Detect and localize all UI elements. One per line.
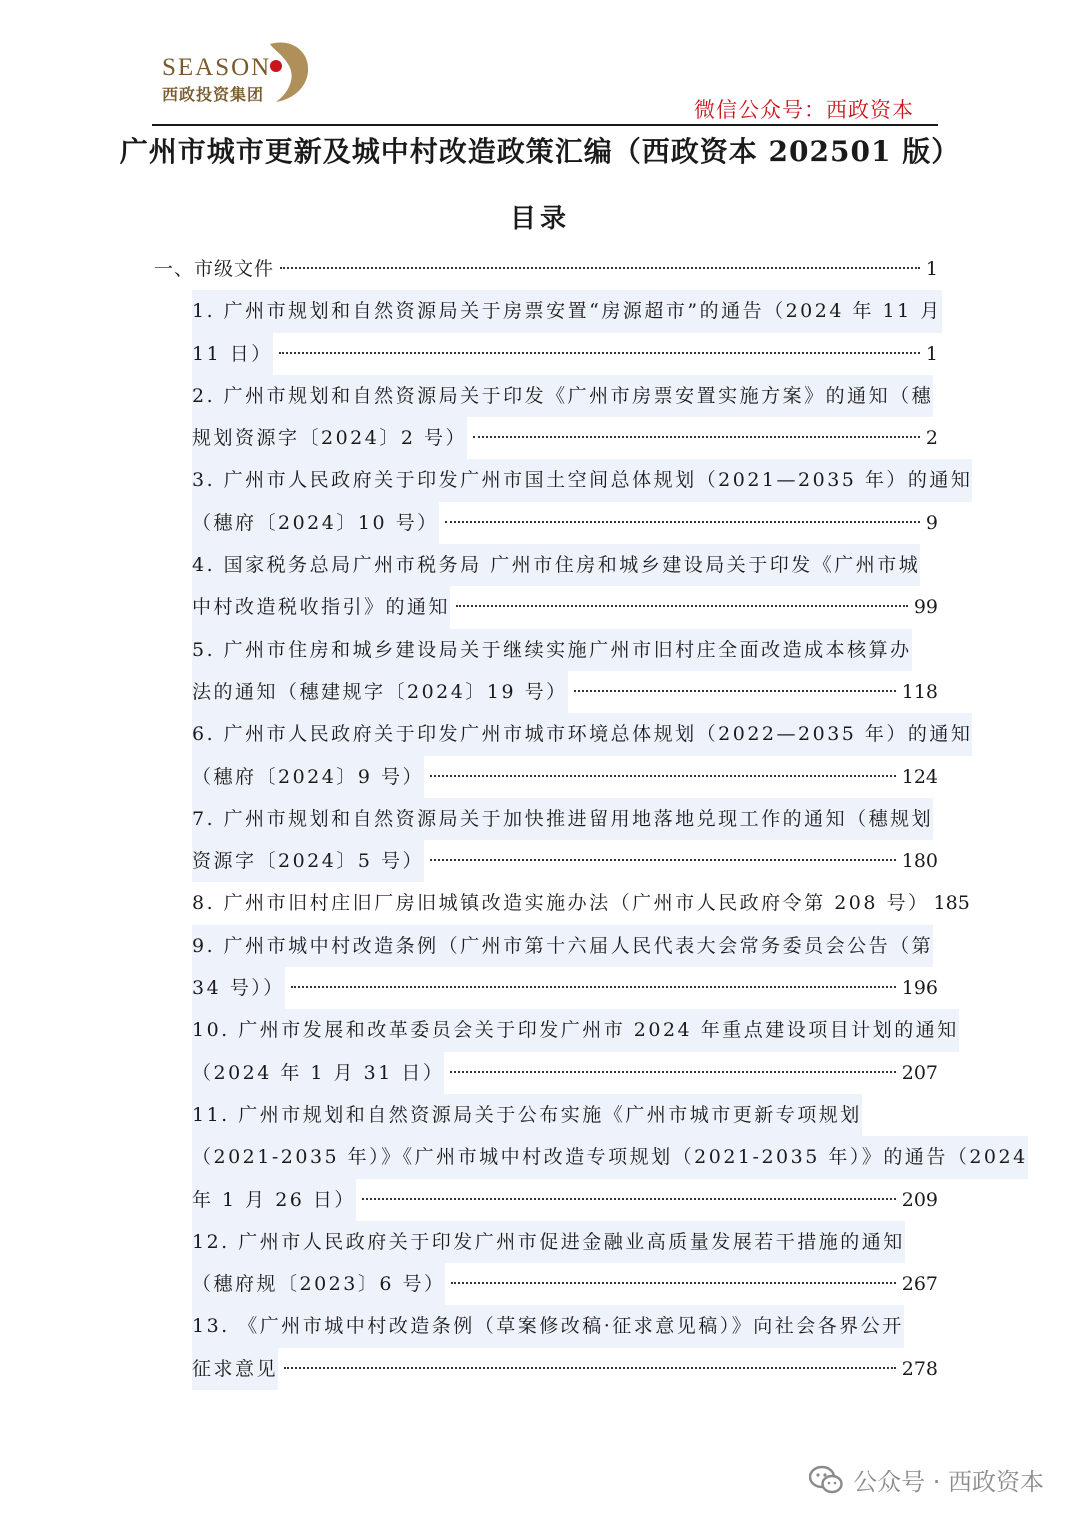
toc-leader-dots [473, 436, 920, 438]
toc-entry[interactable] [154, 798, 938, 840]
toc-leader-dots [430, 775, 896, 777]
toc-entry[interactable] [154, 586, 938, 628]
toc-entry-text: 中村改造税收指引》的通知 [192, 586, 450, 628]
toc-entry-text: 法的通知（穗建规字〔2024〕19 号） [192, 671, 568, 713]
toc-entry-text: 12. 广州市人民政府关于印发广州市促进金融业高质量发展若干措施的通知 [192, 1221, 905, 1263]
toc-leader-dots [280, 267, 920, 269]
toc-entry[interactable] [154, 375, 938, 417]
toc-entry[interactable] [154, 333, 938, 375]
toc-heading: 目录 [509, 204, 570, 234]
toc-entry[interactable] [154, 756, 938, 798]
toc-page-number: 209 [901, 1188, 938, 1211]
toc-page-number: 9 [925, 511, 938, 534]
toc-leader-dots [362, 1198, 896, 1200]
toc-page-number: 180 [901, 850, 938, 873]
toc-entry[interactable] [154, 502, 938, 544]
toc-leader-dots [279, 352, 920, 354]
toc-entry-text: 9. 广州市城中村改造条例（广州市第十六届人民代表大会常务委员会公告（第 [192, 925, 933, 967]
toc-entry-text: （2024 年 1 月 31 日） [192, 1052, 444, 1094]
toc-entry-text: 6. 广州市人民政府关于印发广州市城市环境总体规划（2022—2035 年）的通知 [192, 713, 972, 755]
toc-entry-text: （穗府〔2024〕10 号） [192, 502, 439, 544]
toc-entry[interactable] [154, 713, 973, 755]
toc-entry-text: 征求意见 [192, 1348, 278, 1390]
document-title: 广州市城市更新及城中村改造政策汇编（西政资本 202501 版） [119, 135, 961, 168]
toc-entry-text: 10. 广州市发展和改革委员会关于印发广州市 2024 年重点建设项目计划的通知 [192, 1009, 959, 1051]
toc-entry[interactable] [154, 925, 938, 967]
toc-page-number: 278 [901, 1357, 938, 1380]
toc-entry[interactable] [154, 967, 938, 1009]
toc-entry-text: （穗府〔2024〕9 号） [192, 756, 424, 798]
toc-entry[interactable] [154, 1305, 938, 1347]
toc-page-number: 185 [933, 892, 970, 915]
toc-entry-text: 年 1 月 26 日） [192, 1179, 356, 1221]
logo-english: SEASON [162, 54, 272, 81]
toc-entry[interactable] [154, 417, 938, 459]
toc-entry[interactable] [154, 671, 938, 713]
header-divider [152, 124, 938, 126]
toc-leader-dots [450, 1071, 895, 1073]
toc-leader-dots [291, 986, 896, 988]
toc-page-number: 1 [925, 258, 938, 280]
wechat-icon [809, 1465, 843, 1495]
toc-entry-text: 5. 广州市住房和城乡建设局关于继续实施广州市旧村庄全面改造成本核算办 [192, 629, 912, 671]
toc-leader-dots [430, 859, 896, 861]
toc-entry[interactable] [154, 248, 938, 290]
table-of-contents [154, 248, 1028, 1390]
toc-page-number: 1 [925, 342, 938, 365]
toc-entry[interactable] [154, 1052, 938, 1094]
toc-entry-text: 7. 广州市规划和自然资源局关于加快推进留用地落地兑现工作的通知（穗规划 [192, 798, 933, 840]
footer-watermark [809, 1462, 1044, 1497]
toc-entry-text: （穗府规〔2023〕6 号） [192, 1263, 445, 1305]
toc-entry[interactable] [154, 1009, 959, 1051]
toc-entry-text: 8. 广州市旧村庄旧厂房旧城镇改造实施办法（广州市人民政府令第 208 号） [192, 892, 930, 915]
toc-entry[interactable] [154, 1263, 938, 1305]
toc-entry[interactable] [154, 290, 942, 332]
toc-entry-text: （2021-2035 年）》《广州市城中村改造专项规划（2021-2035 年）》的通告（2024 [192, 1136, 1028, 1178]
toc-entry[interactable] [154, 1136, 1028, 1178]
toc-entry-text: 13. 《广州市城中村改造条例（草案修改稿·征求意见稿）》向社会各界公开 [192, 1305, 904, 1347]
toc-page-number: 118 [901, 680, 938, 703]
toc-entry[interactable] [154, 629, 938, 671]
toc-entry[interactable] [154, 459, 973, 501]
toc-page-number: 196 [901, 977, 938, 1000]
toc-entry-text: 11 日） [192, 333, 273, 375]
footer-watermark-text: 公众号 · 西政资本 [853, 1468, 1044, 1496]
toc-page-number: 99 [913, 596, 938, 619]
toc-entry[interactable] [154, 840, 938, 882]
toc-entry[interactable] [154, 882, 970, 924]
toc-leader-dots [456, 605, 908, 607]
toc-entry[interactable] [154, 1179, 938, 1221]
toc-leader-dots [284, 1367, 896, 1369]
toc-entry[interactable] [154, 1094, 938, 1136]
toc-entry-text: 规划资源字〔2024〕2 号） [192, 417, 467, 459]
toc-entry-text: 4. 国家税务总局广州市税务局 广州市住房和城乡建设局关于印发《广州市城 [192, 544, 920, 586]
toc-leader-dots [451, 1282, 895, 1284]
toc-entry[interactable] [154, 544, 938, 586]
toc-entry-text: 11. 广州市规划和自然资源局关于公布实施《广州市城市更新专项规划 [192, 1094, 862, 1136]
toc-entry[interactable] [154, 1221, 938, 1263]
toc-entry-text: 资源字〔2024〕5 号） [192, 840, 424, 882]
toc-entry[interactable] [154, 1348, 938, 1390]
toc-entry-text: 1. 广州市规划和自然资源局关于房票安置“房源超市”的通告（2024 年 11 月 [192, 290, 942, 332]
toc-page-number: 2 [925, 427, 938, 450]
toc-page-number: 207 [901, 1061, 938, 1084]
toc-leader-dots [574, 690, 896, 692]
toc-entry-text: 一、市级文件 [154, 258, 275, 280]
toc-page-number: 267 [901, 1273, 938, 1296]
wechat-account-label: 微信公众号：西政资本 [694, 98, 914, 122]
logo-chinese: 西政投资集团 [162, 85, 265, 104]
toc-entry-text: 2. 广州市规划和自然资源局关于印发《广州市房票安置实施方案》的通知（穗 [192, 375, 933, 417]
company-logo [158, 36, 318, 110]
toc-entry-text: 34 号）） [192, 967, 285, 1009]
toc-entry-text: 3. 广州市人民政府关于印发广州市国土空间总体规划（2021—2035 年）的通知 [192, 459, 972, 501]
toc-leader-dots [445, 521, 920, 523]
toc-page-number: 124 [901, 765, 938, 788]
